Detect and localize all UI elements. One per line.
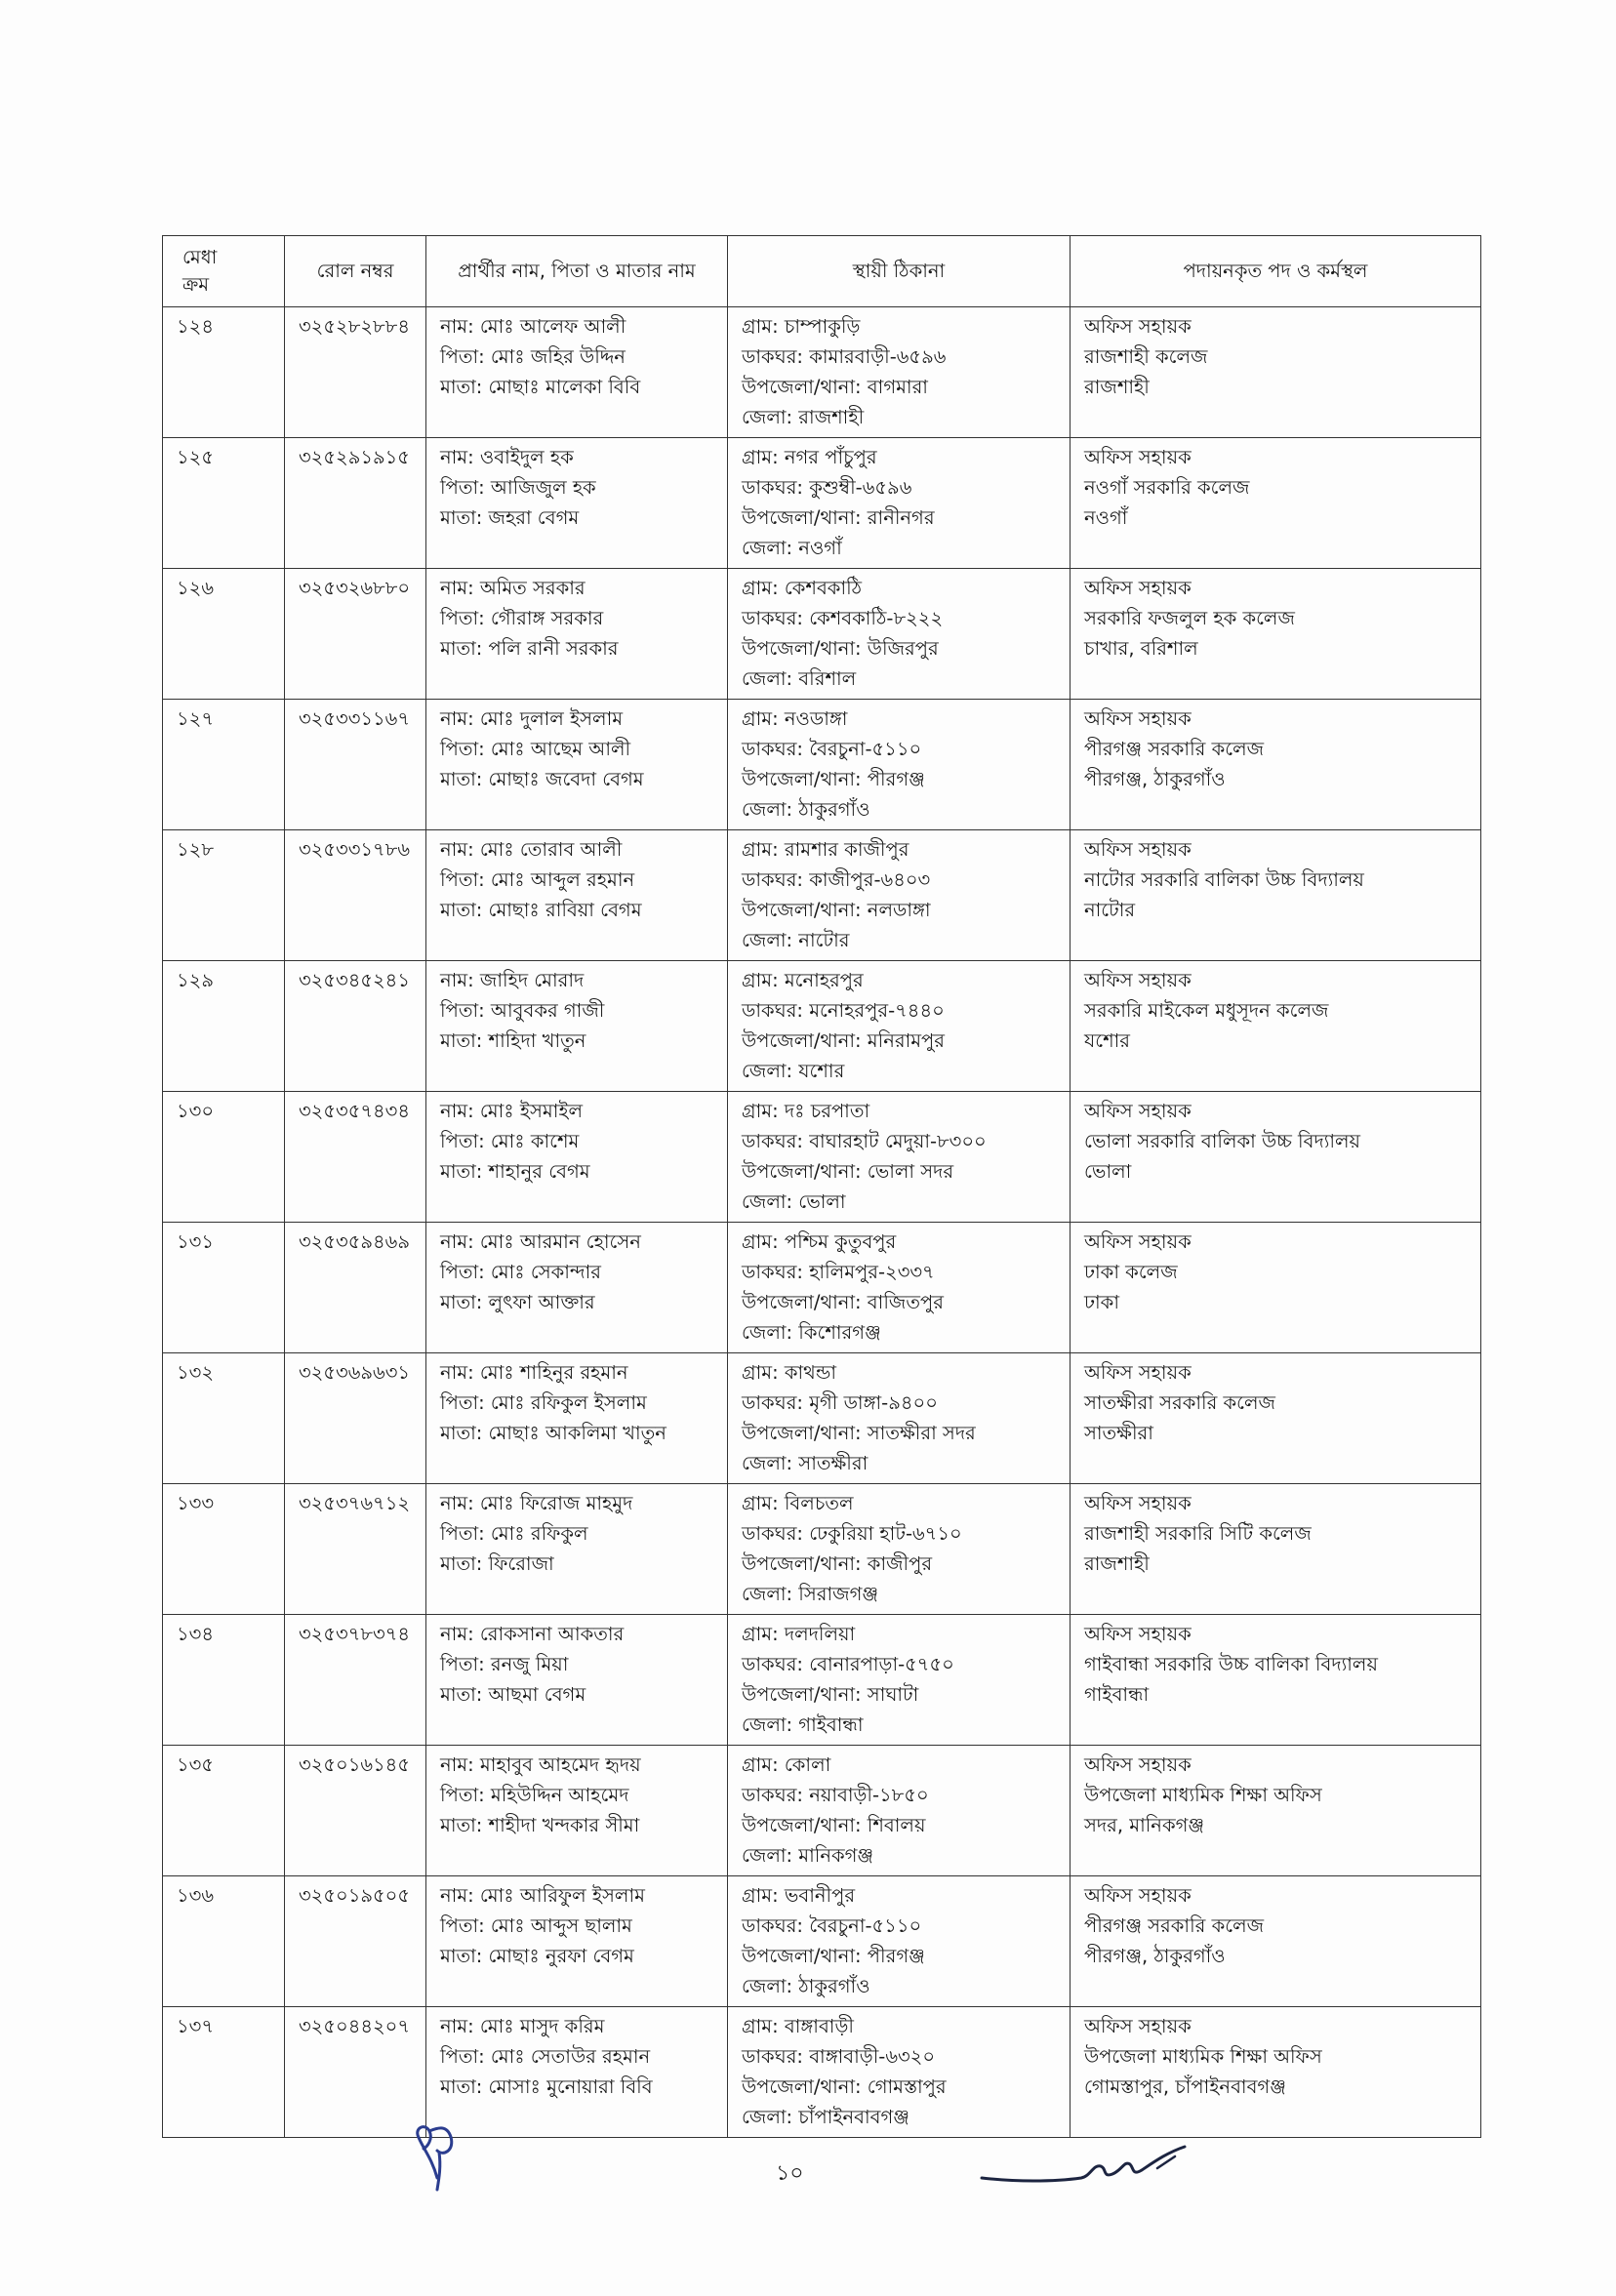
address-cell-line: ডাকঘর: ঢেকুরিয়া হাট-৬৭১০ bbox=[742, 1522, 962, 1545]
initial-signature-left bbox=[408, 2117, 466, 2195]
posting-cell bbox=[1071, 2007, 1481, 2138]
address-cell-line: গ্রাম: চাম্পাকুড়ি bbox=[742, 315, 861, 338]
posting-cell-line: অফিস সহায়ক bbox=[1084, 1100, 1192, 1122]
name-cell-line: নাম: ওবাইদুল হক bbox=[440, 446, 574, 468]
posting-cell bbox=[1071, 1092, 1481, 1223]
name-cell-line: পিতা: মোঃ আব্দুল রহমান bbox=[440, 868, 635, 891]
address-cell-line: গ্রাম: নগর পাঁচুপুর bbox=[742, 446, 877, 468]
posting-cell-line: অফিস সহায়ক bbox=[1084, 1492, 1192, 1514]
address-cell-line: উপজেলা/থানা: বাজিতপুর bbox=[742, 1291, 944, 1313]
posting-cell bbox=[1071, 1353, 1481, 1484]
name-cell-line: নাম: মোঃ আরিফুল ইসলাম bbox=[440, 1884, 645, 1907]
posting-cell-line: গাইবান্ধা সরকারি উচ্চ বালিকা বিদ্যালয় bbox=[1084, 1653, 1378, 1675]
merit-cell: ১৩২ bbox=[163, 1353, 285, 1484]
name-cell-line: মাতা: শাহিদা খাতুন bbox=[440, 1029, 586, 1052]
table-row bbox=[163, 961, 1481, 1092]
name-cell-line: মাতা: মোছাঃ রাবিয়া বেগম bbox=[440, 899, 642, 921]
posting-cell-line: অফিস সহায়ক bbox=[1084, 838, 1192, 861]
address-cell bbox=[728, 569, 1071, 700]
posting-cell-line: অফিস সহায়ক bbox=[1084, 707, 1192, 730]
name-cell-line: পিতা: মোঃ আছেম আলী bbox=[440, 738, 631, 760]
table-row bbox=[163, 1615, 1481, 1746]
roll-cell: ৩২৫৩৩১৭৮৬ bbox=[285, 830, 426, 961]
address-cell-line: জেলা: সিরাজগঞ্জ bbox=[742, 1583, 879, 1605]
address-cell-line: ডাকঘর: বোনারপাড়া-৫৭৫০ bbox=[742, 1653, 954, 1675]
address-cell-line: গ্রাম: রামশার কাজীপুর bbox=[742, 838, 909, 861]
posting-cell-line: নাটোর bbox=[1084, 899, 1136, 921]
address-cell-line: ডাকঘর: কুশুম্বী-৬৫৯৬ bbox=[742, 476, 912, 499]
address-cell bbox=[728, 1223, 1071, 1353]
address-cell bbox=[728, 1876, 1071, 2007]
posting-cell-line: অফিস সহায়ক bbox=[1084, 969, 1192, 991]
posting-cell-line: অফিস সহায়ক bbox=[1084, 1361, 1192, 1384]
address-cell-line: জেলা: সাতক্ষীরা bbox=[742, 1452, 869, 1474]
address-cell bbox=[728, 961, 1071, 1092]
name-cell-line: মাতা: লুৎফা আক্তার bbox=[440, 1291, 595, 1313]
posting-cell-line: সরকারি মাইকেল মধুসূদন কলেজ bbox=[1084, 999, 1329, 1022]
table-row bbox=[163, 2007, 1481, 2138]
name-cell bbox=[426, 1092, 728, 1223]
merit-cell: ১২৯ bbox=[163, 961, 285, 1092]
posting-cell-line: অফিস সহায়ক bbox=[1084, 1884, 1192, 1907]
address-cell bbox=[728, 1615, 1071, 1746]
posting-cell-line: পীরগঞ্জ, ঠাকুরগাঁও bbox=[1084, 1945, 1226, 1967]
address-cell-line: উপজেলা/থানা: পীরগঞ্জ bbox=[742, 1945, 925, 1967]
name-cell bbox=[426, 961, 728, 1092]
address-cell-line: গ্রাম: কোলা bbox=[742, 1753, 831, 1776]
address-cell-line: উপজেলা/থানা: সাতক্ষীরা সদর bbox=[742, 1422, 976, 1444]
address-cell-line: জেলা: রাজশাহী bbox=[742, 406, 865, 428]
posting-cell-line: ভোলা bbox=[1084, 1160, 1132, 1183]
roll-cell: ৩২৫৩৭৬৭১২ bbox=[285, 1484, 426, 1615]
name-cell-line: পিতা: মোঃ কাশেম bbox=[440, 1130, 580, 1152]
address-cell-line: জেলা: যশোর bbox=[742, 1060, 845, 1082]
name-cell-line: মাতা: আছমা বেগম bbox=[440, 1683, 586, 1706]
name-cell-line: নাম: মোঃ ফিরোজ মাহমুদ bbox=[440, 1492, 633, 1514]
name-cell-line: মাতা: মোছাঃ আকলিমা খাতুন bbox=[440, 1422, 667, 1444]
roll-cell: ৩২৫৩২৬৮৮০ bbox=[285, 569, 426, 700]
address-cell-line: উপজেলা/থানা: মনিরামপুর bbox=[742, 1029, 946, 1052]
posting-cell-line: ঢাকা bbox=[1084, 1291, 1119, 1313]
posting-cell bbox=[1071, 1223, 1481, 1353]
signature-right bbox=[976, 2139, 1200, 2197]
posting-cell bbox=[1071, 569, 1481, 700]
name-cell-line: পিতা: আজিজুল হক bbox=[440, 476, 596, 499]
header-posting: পদায়নকৃত পদ ও কর্মস্থল bbox=[1071, 236, 1481, 307]
address-cell-line: জেলা: নাটোর bbox=[742, 929, 850, 951]
address-cell-line: জেলা: ঠাকুরগাঁও bbox=[742, 798, 870, 821]
roll-cell: ৩২৫২৮২৮৮৪ bbox=[285, 307, 426, 438]
posting-cell-line: রাজশাহী bbox=[1084, 376, 1150, 398]
roll-cell: ৩২৫২৯১৯১৫ bbox=[285, 438, 426, 569]
name-cell-line: পিতা: মোঃ রফিকুল ইসলাম bbox=[440, 1391, 647, 1414]
appointment-table bbox=[162, 235, 1481, 2138]
header-address: স্থায়ী ঠিকানা bbox=[728, 236, 1071, 307]
address-cell-line: উপজেলা/থানা: নলডাঙ্গা bbox=[742, 899, 931, 921]
address-cell-line: উপজেলা/থানা: ভোলা সদর bbox=[742, 1160, 954, 1183]
merit-cell: ১২৪ bbox=[163, 307, 285, 438]
name-cell-line: নাম: মোঃ শাহিনুর রহমান bbox=[440, 1361, 628, 1384]
posting-cell-line: রাজশাহী bbox=[1084, 1552, 1150, 1575]
roll-cell: ৩২৫৩৭৮৩৭৪ bbox=[285, 1615, 426, 1746]
merit-cell: ১৩১ bbox=[163, 1223, 285, 1353]
posting-cell-line: পীরগঞ্জ সরকারি কলেজ bbox=[1084, 738, 1265, 760]
name-cell bbox=[426, 830, 728, 961]
table-row bbox=[163, 700, 1481, 830]
posting-cell-line: সরকারি ফজলুল হক কলেজ bbox=[1084, 607, 1295, 629]
table-row bbox=[163, 830, 1481, 961]
header-roll: রোল নম্বর bbox=[285, 236, 426, 307]
name-cell-line: মাতা: শাহানুর বেগম bbox=[440, 1160, 590, 1183]
posting-cell-line: পীরগঞ্জ সরকারি কলেজ bbox=[1084, 1914, 1265, 1937]
name-cell-line: পিতা: রনজু মিয়া bbox=[440, 1653, 569, 1675]
posting-cell-line: রাজশাহী কলেজ bbox=[1084, 345, 1208, 368]
posting-cell-line: উপজেলা মাধ্যমিক শিক্ষা অফিস bbox=[1084, 2045, 1322, 2068]
address-cell-line: উপজেলা/থানা: সাঘাটা bbox=[742, 1683, 919, 1706]
address-cell-line: গ্রাম: মনোহরপুর bbox=[742, 969, 864, 991]
name-cell-line: মাতা: পলি রানী সরকার bbox=[440, 637, 619, 660]
table-row bbox=[163, 1092, 1481, 1223]
header-name: প্রার্থীর নাম, পিতা ও মাতার নাম bbox=[426, 236, 728, 307]
name-cell bbox=[426, 307, 728, 438]
address-cell-line: ডাকঘর: বাঙ্গাবাড়ী-৬৩২০ bbox=[742, 2045, 936, 2068]
address-cell-line: ডাকঘর: মনোহরপুর-৭৪৪০ bbox=[742, 999, 945, 1022]
address-cell bbox=[728, 700, 1071, 830]
name-cell-line: পিতা: মোঃ সেকান্দার bbox=[440, 1261, 601, 1283]
posting-cell-line: সাতক্ষীরা সরকারি কলেজ bbox=[1084, 1391, 1275, 1414]
address-cell-line: উপজেলা/থানা: রানীনগর bbox=[742, 506, 935, 529]
table-row bbox=[163, 569, 1481, 700]
merit-cell: ১৩৪ bbox=[163, 1615, 285, 1746]
name-cell-line: মাতা: মোছাঃ মালেকা বিবি bbox=[440, 376, 641, 398]
posting-cell bbox=[1071, 438, 1481, 569]
name-cell-line: পিতা: মোঃ আব্দুস ছালাম bbox=[440, 1914, 632, 1937]
address-cell-line: ডাকঘর: কেশবকাঠি-৮২২২ bbox=[742, 607, 944, 629]
roll-cell: ৩২৫০৪৪২০৭ bbox=[285, 2007, 426, 2138]
name-cell bbox=[426, 1484, 728, 1615]
posting-cell bbox=[1071, 830, 1481, 961]
address-cell-line: ডাকঘর: বৈরচুনা-৫১১০ bbox=[742, 1914, 922, 1937]
merit-cell: ১৩০ bbox=[163, 1092, 285, 1223]
name-cell-line: মাতা: মোছাঃ জবেদা বেগম bbox=[440, 768, 644, 790]
roll-cell: ৩২৫৩৫৯৪৬৯ bbox=[285, 1223, 426, 1353]
address-cell-line: গ্রাম: কেশবকাঠি bbox=[742, 577, 863, 599]
posting-cell-line: গোমস্তাপুর, চাঁপাইনবাবগঞ্জ bbox=[1084, 2075, 1286, 2098]
roll-cell: ৩২৫০১৬১৪৫ bbox=[285, 1746, 426, 1876]
address-cell-line: গ্রাম: দলদলিয়া bbox=[742, 1623, 856, 1645]
address-cell-line: ডাকঘর: হালিমপুর-২৩৩৭ bbox=[742, 1261, 935, 1283]
table-row bbox=[163, 1223, 1481, 1353]
posting-cell-line: অফিস সহায়ক bbox=[1084, 577, 1192, 599]
posting-cell-line: অফিস সহায়ক bbox=[1084, 2015, 1192, 2037]
address-cell-line: ডাকঘর: বাঘারহাট মেদুয়া-৮৩০০ bbox=[742, 1130, 987, 1152]
header-merit: মেধা ক্রম bbox=[163, 236, 285, 307]
table-row bbox=[163, 1484, 1481, 1615]
table-row bbox=[163, 438, 1481, 569]
name-cell-line: মাতা: ফিরোজা bbox=[440, 1552, 554, 1575]
name-cell-line: নাম: মাহাবুব আহমেদ হৃদয় bbox=[440, 1753, 641, 1776]
table-body bbox=[163, 307, 1481, 2138]
posting-cell-line: ঢাকা কলেজ bbox=[1084, 1261, 1178, 1283]
posting-cell-line: নাটোর সরকারি বালিকা উচ্চ বিদ্যালয় bbox=[1084, 868, 1364, 891]
address-cell bbox=[728, 438, 1071, 569]
address-cell-line: জেলা: ঠাকুরগাঁও bbox=[742, 1975, 870, 1997]
posting-cell bbox=[1071, 1746, 1481, 1876]
table-row bbox=[163, 307, 1481, 438]
merit-cell: ১২৮ bbox=[163, 830, 285, 961]
roll-cell: ৩২৫৩৬৯৬৩১ bbox=[285, 1353, 426, 1484]
posting-cell bbox=[1071, 1876, 1481, 2007]
name-cell bbox=[426, 1223, 728, 1353]
posting-cell-line: অফিস সহায়ক bbox=[1084, 446, 1192, 468]
name-cell-line: পিতা: মোঃ জহির উদ্দিন bbox=[440, 345, 626, 368]
roll-cell: ৩২৫৩৩১১৬৭ bbox=[285, 700, 426, 830]
address-cell-line: উপজেলা/থানা: বাগমারা bbox=[742, 376, 928, 398]
posting-cell-line: উপজেলা মাধ্যমিক শিক্ষা অফিস bbox=[1084, 1784, 1322, 1806]
posting-cell-line: অফিস সহায়ক bbox=[1084, 315, 1192, 338]
roll-cell: ৩২৫৩৫৭৪৩৪ bbox=[285, 1092, 426, 1223]
name-cell bbox=[426, 700, 728, 830]
posting-cell-line: নওগাঁ bbox=[1084, 506, 1128, 529]
address-cell-line: উপজেলা/থানা: গোমস্তাপুর bbox=[742, 2075, 947, 2098]
merit-cell: ১২৬ bbox=[163, 569, 285, 700]
address-cell-line: ডাকঘর: মৃগী ডাঙ্গা-৯৪০০ bbox=[742, 1391, 938, 1414]
posting-cell bbox=[1071, 700, 1481, 830]
address-cell-line: গ্রাম: নওডাঙ্গা bbox=[742, 707, 848, 730]
address-cell-line: উপজেলা/থানা: পীরগঞ্জ bbox=[742, 768, 925, 790]
address-cell-line: গ্রাম: দঃ চরপাতা bbox=[742, 1100, 870, 1122]
address-cell-line: ডাকঘর: বৈরচুনা-৫১১০ bbox=[742, 738, 922, 760]
address-cell-line: জেলা: চাঁপাইনবাবগঞ্জ bbox=[742, 2106, 909, 2128]
name-cell-line: নাম: মোঃ তোরাব আলী bbox=[440, 838, 623, 861]
roll-cell: ৩২৫৩৪৫২৪১ bbox=[285, 961, 426, 1092]
table-row bbox=[163, 1353, 1481, 1484]
page-number: ১০ bbox=[776, 2161, 804, 2186]
address-cell-line: জেলা: মানিকগঞ্জ bbox=[742, 1844, 874, 1867]
merit-cell: ১৩৩ bbox=[163, 1484, 285, 1615]
name-cell-line: নাম: মোঃ ইসমাইল bbox=[440, 1100, 584, 1122]
posting-cell bbox=[1071, 307, 1481, 438]
posting-cell-line: সাতক্ষীরা bbox=[1084, 1422, 1153, 1444]
merit-cell: ১৩৭ bbox=[163, 2007, 285, 2138]
name-cell-line: নাম: মোঃ আলেফ আলী bbox=[440, 315, 626, 338]
posting-cell-line: পীরগঞ্জ, ঠাকুরগাঁও bbox=[1084, 768, 1226, 790]
posting-cell-line: চাখার, বরিশাল bbox=[1084, 637, 1198, 660]
posting-cell-line: অফিস সহায়ক bbox=[1084, 1623, 1192, 1645]
posting-cell-line: অফিস সহায়ক bbox=[1084, 1230, 1192, 1253]
address-cell bbox=[728, 830, 1071, 961]
address-cell bbox=[728, 1092, 1071, 1223]
address-cell-line: গ্রাম: কাথন্ডা bbox=[742, 1361, 837, 1384]
name-cell-line: মাতা: মোসাঃ মুনোয়ারা বিবি bbox=[440, 2075, 653, 2098]
address-cell-line: উপজেলা/থানা: কাজীপুর bbox=[742, 1552, 933, 1575]
address-cell-line: জেলা: কিশোরগঞ্জ bbox=[742, 1321, 881, 1344]
name-cell-line: পিতা: আবুবকর গাজী bbox=[440, 999, 605, 1022]
name-cell-line: পিতা: মোঃ রফিকুল bbox=[440, 1522, 588, 1545]
name-cell-line: মাতা: জহরা বেগম bbox=[440, 506, 580, 529]
name-cell-line: নাম: রোকসানা আকতার bbox=[440, 1623, 625, 1645]
posting-cell-line: ভোলা সরকারি বালিকা উচ্চ বিদ্যালয় bbox=[1084, 1130, 1361, 1152]
posting-cell-line: গাইবান্ধা bbox=[1084, 1683, 1150, 1706]
name-cell bbox=[426, 1876, 728, 2007]
address-cell-line: ডাকঘর: কামারবাড়ী-৬৫৯৬ bbox=[742, 345, 947, 368]
name-cell-line: নাম: মোঃ আরমান হোসেন bbox=[440, 1230, 641, 1253]
address-cell-line: জেলা: ভোলা bbox=[742, 1190, 846, 1213]
address-cell-line: গ্রাম: পশ্চিম কুতুবপুর bbox=[742, 1230, 897, 1253]
address-cell bbox=[728, 1353, 1071, 1484]
address-cell-line: উপজেলা/থানা: উজিরপুর bbox=[742, 637, 939, 660]
name-cell bbox=[426, 569, 728, 700]
posting-cell bbox=[1071, 1615, 1481, 1746]
address-cell-line: গ্রাম: বাঙ্গাবাড়ী bbox=[742, 2015, 854, 2037]
posting-cell-line: রাজশাহী সরকারি সিটি কলেজ bbox=[1084, 1522, 1312, 1545]
address-cell-line: জেলা: বরিশাল bbox=[742, 667, 857, 690]
table-row bbox=[163, 1876, 1481, 2007]
posting-cell-line: যশোর bbox=[1084, 1029, 1130, 1052]
name-cell-line: মাতা: শাহীদা খন্দকার সীমা bbox=[440, 1814, 640, 1836]
address-cell bbox=[728, 307, 1071, 438]
name-cell-line: পিতা: মহিউদ্দিন আহমেদ bbox=[440, 1784, 629, 1806]
table-header-row bbox=[163, 236, 1481, 307]
address-cell-line: জেলা: গাইবান্ধা bbox=[742, 1713, 864, 1736]
roll-cell: ৩২৫০১৯৫০৫ bbox=[285, 1876, 426, 2007]
merit-cell: ১২৫ bbox=[163, 438, 285, 569]
name-cell-line: মাতা: মোছাঃ নুরফা বেগম bbox=[440, 1945, 634, 1967]
merit-cell: ১৩৫ bbox=[163, 1746, 285, 1876]
name-cell-line: পিতা: গৌরাঙ্গ সরকার bbox=[440, 607, 604, 629]
name-cell-line: পিতা: মোঃ সেতাউর রহমান bbox=[440, 2045, 651, 2068]
posting-cell-line: নওগাঁ সরকারি কলেজ bbox=[1084, 476, 1250, 499]
posting-cell-line: অফিস সহায়ক bbox=[1084, 1753, 1192, 1776]
address-cell-line: জেলা: নওগাঁ bbox=[742, 537, 842, 559]
address-cell-line: গ্রাম: বিলচতল bbox=[742, 1492, 854, 1514]
posting-cell bbox=[1071, 961, 1481, 1092]
name-cell bbox=[426, 2007, 728, 2138]
address-cell-line: গ্রাম: ভবানীপুর bbox=[742, 1884, 856, 1907]
address-cell-line: ডাকঘর: কাজীপুর-৬৪০৩ bbox=[742, 868, 931, 891]
posting-cell bbox=[1071, 1484, 1481, 1615]
name-cell-line: নাম: অমিত সরকার bbox=[440, 577, 586, 599]
name-cell-line: নাম: মোঃ দুলাল ইসলাম bbox=[440, 707, 624, 730]
table-row bbox=[163, 1746, 1481, 1876]
address-cell bbox=[728, 1746, 1071, 1876]
name-cell bbox=[426, 438, 728, 569]
address-cell-line: ডাকঘর: নয়াবাড়ী-১৮৫০ bbox=[742, 1784, 929, 1806]
name-cell-line: নাম: জাহিদ মোরাদ bbox=[440, 969, 585, 991]
posting-cell-line: সদর, মানিকগঞ্জ bbox=[1084, 1814, 1205, 1836]
name-cell-line: নাম: মোঃ মাসুদ করিম bbox=[440, 2015, 605, 2037]
name-cell bbox=[426, 1353, 728, 1484]
merit-cell: ১৩৬ bbox=[163, 1876, 285, 2007]
name-cell bbox=[426, 1615, 728, 1746]
name-cell bbox=[426, 1746, 728, 1876]
address-cell-line: উপজেলা/থানা: শিবালয় bbox=[742, 1814, 926, 1836]
merit-cell: ১২৭ bbox=[163, 700, 285, 830]
address-cell bbox=[728, 1484, 1071, 1615]
address-cell bbox=[728, 2007, 1071, 2138]
